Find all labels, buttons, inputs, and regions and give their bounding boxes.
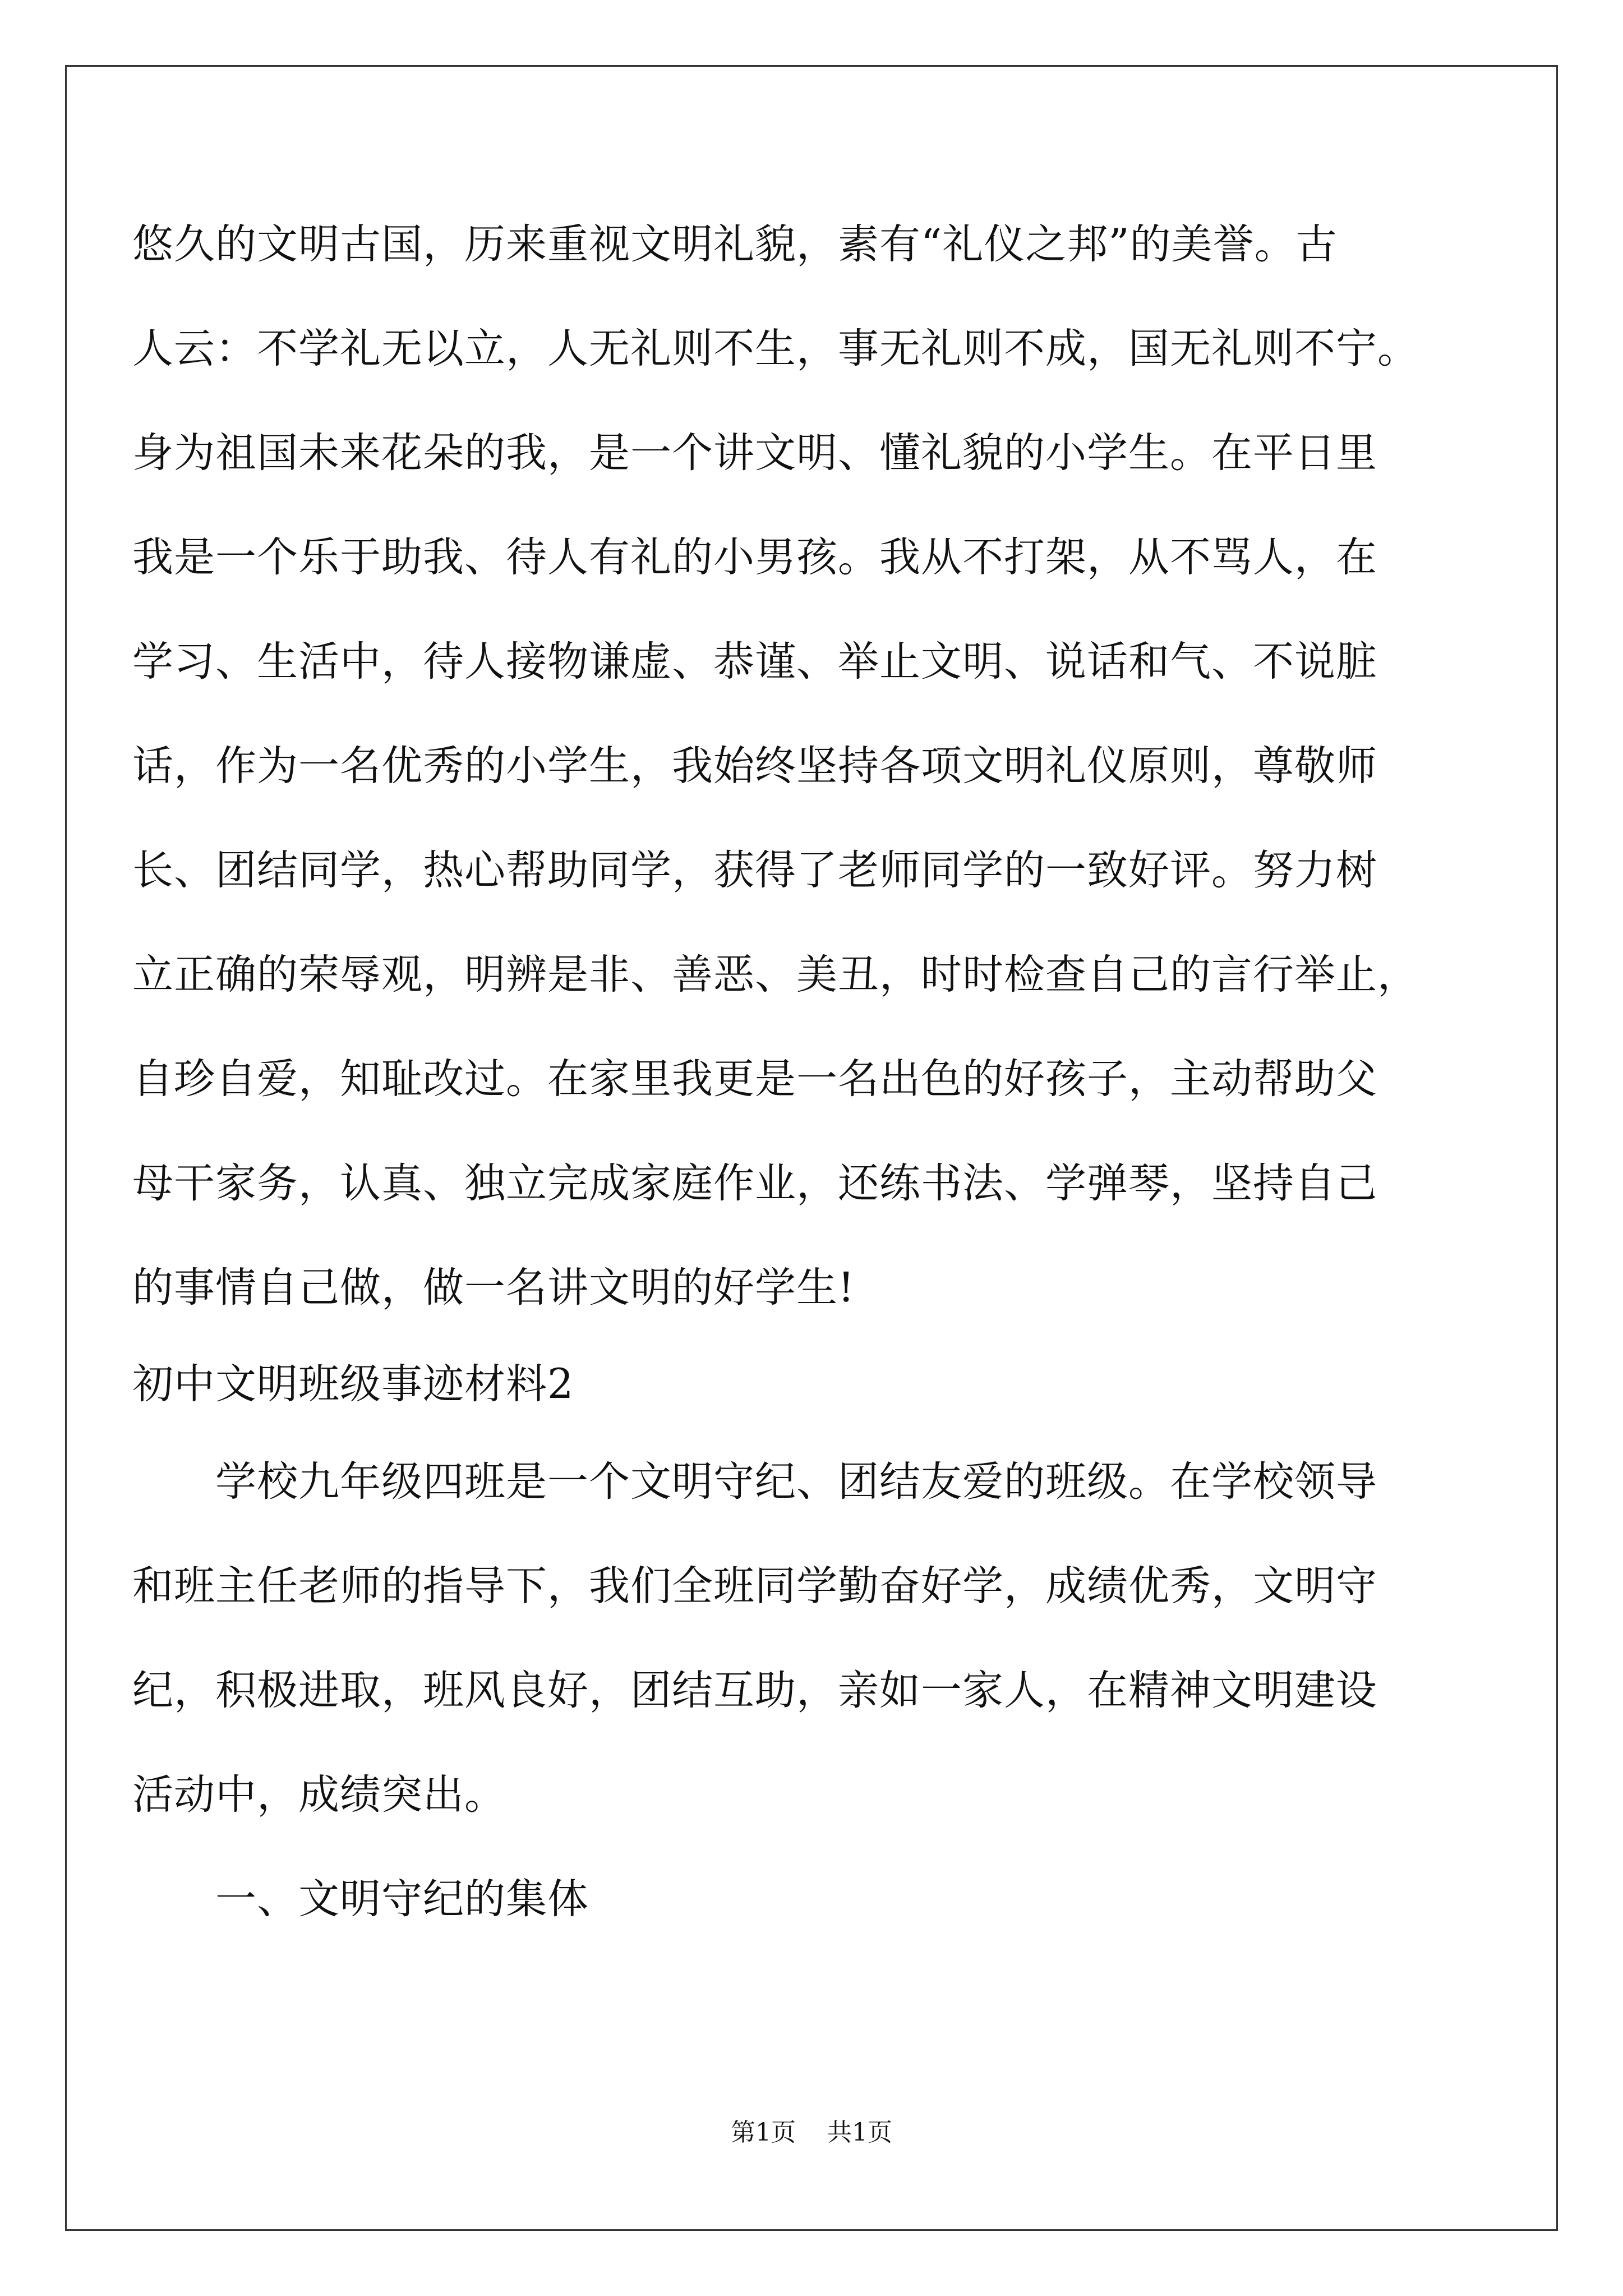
text-line: 自珍自爱，知耻改过。在家里我更是一名出色的好孩子，主动帮助父 — [132, 1055, 1377, 1103]
text-line: 我是一个乐于助我、待人有礼的小男孩。我从不打架，从不骂人，在 — [132, 533, 1377, 581]
text-line: 学习、生活中，待人接物谦虚、恭谨、举止文明、说话和气、不说脏 — [132, 638, 1377, 685]
text-line: 的事情自己做，做一名讲文明的好学生! — [132, 1264, 855, 1312]
page-number: 第1页 — [731, 2118, 796, 2147]
text-line: 立正确的荣辱观，明辨是非、善恶、美丑，时时检查自己的言行举止， — [132, 951, 1419, 999]
subsection-heading: 一、文明守纪的集体 — [132, 1875, 589, 1923]
text-line: 话，作为一名优秀的小学生，我始终坚持各项文明礼仪原则，尊敬师 — [132, 742, 1377, 790]
text-line: 学校九年级四班是一个文明守纪、团结友爱的班级。在学校领导 — [132, 1458, 1377, 1506]
text-line: 长、团结同学，热心帮助同学，获得了老师同学的一致好评。努力树 — [132, 846, 1377, 894]
section-heading: 初中文明班级事迹材料2 — [132, 1360, 574, 1408]
text-line: 和班主任老师的指导下，我们全班同学勤奋好学，成绩优秀，文明守 — [132, 1562, 1377, 1610]
text-line: 身为祖国未来花朵的我，是一个讲文明、懂礼貌的小学生。在平日里 — [132, 429, 1377, 477]
text-line: 纪，积极进取，班风良好，团结互助，亲如一家人，在精神文明建设 — [132, 1667, 1377, 1714]
text-line: 活动中，成绩突出。 — [132, 1771, 506, 1819]
text-line: 悠久的文明古国，历来重视文明礼貌，素有“礼仪之邦”的美誉。古 — [132, 220, 1338, 268]
text-line: 人云：不学礼无以立，人无礼则不生，事无礼则不成，国无礼则不宁。 — [132, 325, 1419, 372]
page-footer — [0, 2116, 1623, 2150]
page-total: 共1页 — [827, 2118, 892, 2147]
text-line: 母干家务，认真、独立完成家庭作业，还练书法、学弹琴，坚持自己 — [132, 1159, 1377, 1207]
